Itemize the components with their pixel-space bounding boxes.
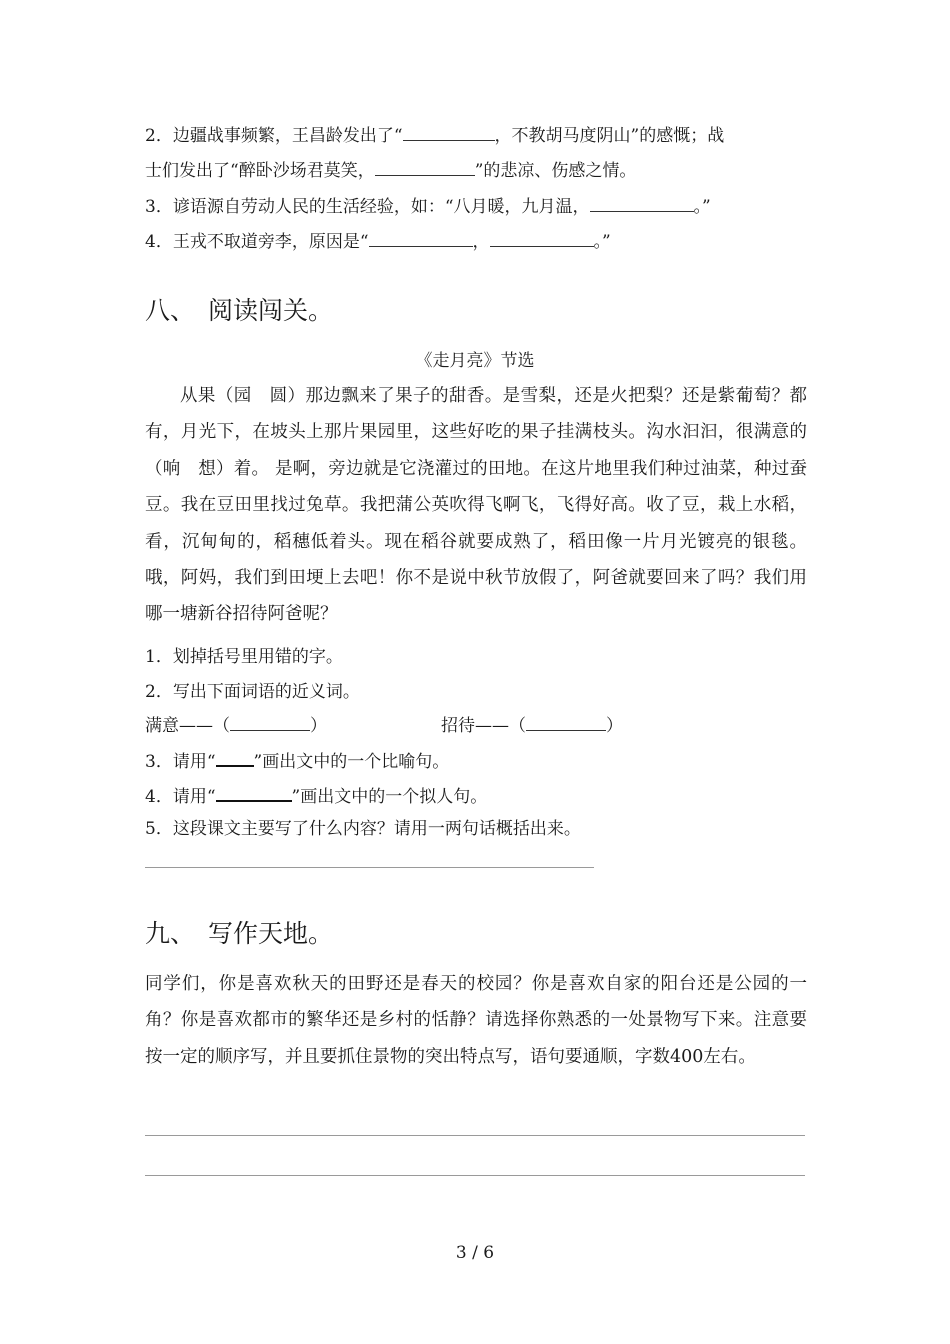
- reading-passage: 从果（园 圆）那边飘来了果子的甜香。是雪梨，还是火把梨？还是紫葡萄？都有，月光下，在坡头上那片果园里，这些好吃的果子挂满枝头。沟水汩汩，很满意的（响 想）着。 是啊，旁边就是它浇灌过的田地。在这片地里我们种过油菜，种过蚕豆。我在豆田里找过兔草。我把蒲公英吹得飞啊飞，飞得好高。收了豆，栽上水稻，看，沉甸甸的，稻穗低着头。现在稻谷就要成熟了，稻田像一片月光镀亮的银毯。哦，阿妈，我们到田埂上去吧！你不是说中秋节放假了，阿爸就要回来了吗？我们用哪一塘新谷招待阿爸呢？: [145, 386, 807, 625]
- question-text: ”画出文中的一个比喻句。: [253, 752, 450, 772]
- synonym-word-1: [145, 712, 327, 738]
- question-text: 4．王戎不取道旁李，原因是“: [145, 232, 369, 252]
- question-4: [145, 228, 611, 254]
- answer-blank[interactable]: [369, 228, 473, 247]
- passage-title: 《走月亮》节选: [415, 351, 535, 371]
- underline-sample: [216, 747, 254, 767]
- writing-prompt: 同学们，你是喜欢秋天的田野还是春天的校园？你是喜欢自家的阳台还是公园的一角？你是喜欢都市的繁华还是乡村的恬静？请选择你熟悉的一处景物写下来。注意要按一定的顺序写，并且要抓住景物的突出特点写，语句要通顺，字数400左右。: [145, 974, 807, 1067]
- paren: ）: [310, 716, 327, 736]
- section-number: 八、: [145, 296, 196, 325]
- section-title: 阅读闯关。: [208, 296, 334, 325]
- section-8-heading: [145, 295, 333, 327]
- reading-question-4: [145, 782, 487, 809]
- writing-line-2[interactable]: [145, 1175, 805, 1176]
- synonym-word-2: [441, 712, 623, 738]
- question-text: ，不教胡马度阴山”的感慨；战: [494, 126, 725, 146]
- reading-question-5: 5．这段课文主要写了什么内容？请用一两句话概括出来。: [145, 819, 581, 839]
- page-number: 3 / 6: [455, 1243, 495, 1263]
- section-9-heading: [145, 918, 333, 950]
- question-text: 2．边疆战事频繁，王昌龄发出了“: [145, 126, 403, 146]
- question-text: ，: [472, 232, 490, 252]
- answer-blank[interactable]: [375, 157, 475, 176]
- answer-blank[interactable]: [490, 228, 594, 247]
- question-text: 3．谚语源自劳动人民的生活经验，如：“八月暖，九月温，: [145, 197, 590, 217]
- question-text: 士们发出了“醉卧沙场君莫笑，: [145, 161, 375, 181]
- synonym-blank-2[interactable]: [526, 712, 606, 731]
- synonym-blank-1[interactable]: [230, 712, 310, 731]
- word-label: 招待——（: [441, 716, 526, 736]
- underline-sample: [216, 782, 292, 802]
- question-2-line-1: [145, 122, 724, 148]
- paren: ）: [606, 716, 623, 736]
- question-text: 4．请用“: [145, 787, 216, 807]
- question-text: ”画出文中的一个拟人句。: [291, 787, 488, 807]
- question-3: [145, 193, 711, 219]
- question-text: 3．请用“: [145, 752, 216, 772]
- answer-blank[interactable]: [590, 193, 694, 212]
- question-2-line-2: [145, 157, 636, 183]
- reading-question-2: 2．写出下面词语的近义词。: [145, 682, 360, 702]
- section-number: 九、: [145, 919, 196, 948]
- word-label: 满意——（: [145, 716, 230, 736]
- answer-line[interactable]: [145, 867, 594, 868]
- question-text: 。”: [593, 232, 611, 252]
- reading-question-1: 1．划掉括号里用错的字。: [145, 647, 343, 667]
- answer-blank[interactable]: [403, 122, 495, 141]
- section-title: 写作天地。: [208, 919, 334, 948]
- reading-question-3: [145, 747, 449, 774]
- writing-line-1[interactable]: [145, 1135, 805, 1136]
- question-text: 。”: [693, 197, 711, 217]
- question-text: ”的悲凉、伤感之情。: [474, 161, 637, 181]
